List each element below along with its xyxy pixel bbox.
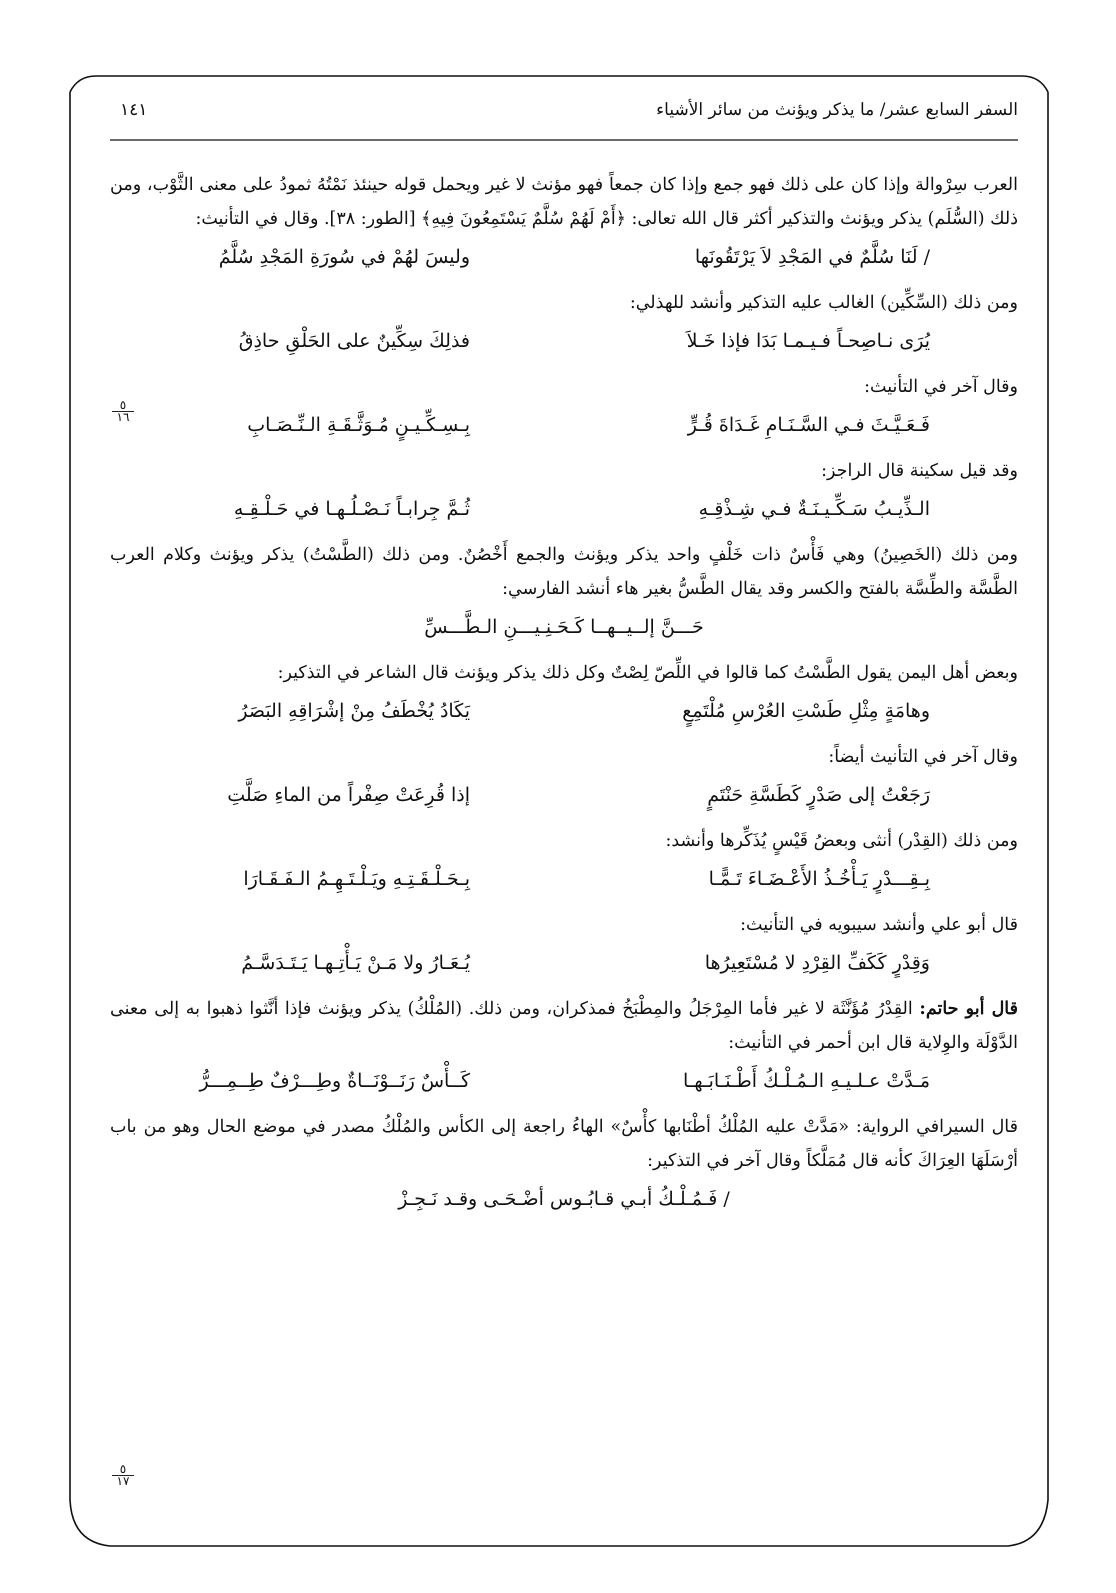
verse-hemistich: يُـعَـارُ ولا مَـنْ يَـأْتِـهـا يَـتَـدَسَّـمُ [241,952,470,974]
margin-folio-note [112,400,134,423]
verse-line [110,778,1018,824]
verse-line [110,610,1018,656]
paragraph-text: القِدْرُ مُؤَنَّثَة لا غير فأما المِرْجَلُ والمِطْبَخُ فمذكران، ومن ذلك. (المُلْكُ) يذكر ويؤنث فإذا أنَّثوا ذهبوا به إلى معنى الدَّوْلَة والوِلاية قال ابن أحمر في التأنيث: [110,999,1018,1053]
margin-note-numerator: ٥ [112,400,134,412]
paragraph: وبعض أهل اليمن يقول الطَّسْتُ كما قالوا في اللِّصّ لِصْتٌ وكل ذلك يذكر ويؤنث قال الشاعر في التذكير: [277,663,1018,683]
verse-line [110,1182,1018,1228]
verse-hemistich: / فَـمُـلْـكُ أبـي قـابُـوس أضْـحَـى وقـد نَـجِـزْ [398,1188,730,1210]
margin-note-denominator: ١٦ [116,410,130,424]
paragraph: قال أبو علي وأنشد سيبويه في التأنيث: [740,915,1018,935]
verse-hemistich: وليسَ لهُمْ في سُورَةِ المَجْدِ سُلَّمُ [218,246,470,268]
verse-hemistich: بِـقِـــدْرٍ يَـأْخُـذُ الأَعْـضَـاءَ تَـمًّـا [708,868,930,890]
verse-line [110,408,1018,454]
paragraph: وقال آخر في التأنيث أيضاً: [828,747,1018,767]
paragraph: العرب سِرْوالة وإذا كان على ذلك فهو جمع وإذا كان جمعاً فهو مؤنث لا غير ويحمل قوله حينئذ نَمْتُهُ ثمودُ على معنى الثَّوْب، ومن ذلك (السُّلَم) يذكر ويؤنث والتذكير أكثر قال الله تعالى: ﴿أَمْ لَهُمْ سُلَّمٌ يَسْتَمِعُونَ فِيهِ﴾ [الطور: ٣٨]. وقال في التأنيث: [110,175,1018,229]
page-header [110,100,1018,128]
paragraph: ومن ذلك (القِدْر) أنثى وبعضُ قَيْسٍ يُذَكِّرها وأنشد: [665,831,1018,851]
verse-hemistich: فذلِكَ سِكِّينٌ على الحَلْقِ حاذِقُ [238,330,470,352]
margin-note-denominator: ١٧ [116,1474,130,1488]
paragraph: وقد قيل سكينة قال الراجز: [821,461,1018,481]
page-number: ١٤١ [120,100,148,120]
verse-line [110,492,1018,538]
verse-line [110,862,1018,908]
margin-folio-note [112,1464,134,1487]
paragraph: وقال آخر في التأنيث: [864,377,1018,397]
verse-hemistich: وَقِدْرٍ كَكَفِّ القِرْدِ لا مُسْتَعِيرُها [704,952,930,974]
page-body [110,168,1018,1228]
verse-hemistich: كَــأْسٌ رَنَــوْنَــاةٌ وطِـــرْفٌ طِــمِـــرُّ [199,1070,470,1092]
paragraph: ومن ذلك (الخَصِينُ) وهي فَأْسٌ ذات خَلْفٍ واحد يذكر ويؤنث والجمع أَخْصُنٌ. ومن ذلك (الطَّسْتُ) يذكر ويؤنث وكلام العرب الطَّسَّة والطِّسَّة بالفتح والكسر وقد يقال الطَّسُّ بغير هاء أنشد الفارسي: [110,545,1018,599]
verse-line [110,946,1018,992]
speaker-name: قال أبو حاتم: [919,999,1018,1019]
verse-hemistich: ثُـمَّ جِرابـاً نَـصْـلُـهـا في حَـلْـقِـهِ [233,498,470,520]
verse-hemistich: / لَنَا سُلَّمٌ في المَجْدِ لاَ يَرْتَقُونَها [694,246,930,268]
verse-hemistich: إذا قُرِعَتْ صِفْراً من الماءِ صَلَّتِ [227,784,470,806]
paragraph: ومن ذلك (السِّكِّين) الغالب عليه التذكير وأنشد للهذلي: [629,293,1018,313]
verse-line [110,1064,1018,1110]
running-title: السفر السابع عشر/ ما يذكر ويؤنث من سائر الأشياء [656,100,1018,120]
verse-hemistich: بِـحَـلْـقَـتِـهِ ويَـلْـتَـهِـمُ الـفَـقَـارَا [243,868,470,890]
verse-line [110,240,1018,286]
verse-hemistich: بِـسِـكِّـيـنٍ مُـوَثَّـقَـةِ الـنِّـصَـابِ [247,414,470,436]
verse-hemistich: يُرَى نـاصِحـاً فـيـمـا بَدَا فإذا خَـلاَ [686,330,930,352]
verse-hemistich: رَجَعْتُ إلى صَدْرٍ كَطَسَّةِ حَنْتَمٍ [707,784,930,806]
paragraph: قال السيرافي الرواية: «مَدَّتْ عليه المُلْكُ أطْنَابها كأْسٌ» الهاءُ راجعة إلى الكأس والمُلْكُ مصدر في موضع الحال وهو من باب أرْسَلَهَا العِرَاكَ كأنه قال مُمَلَّكاً وقال آخر في التذكير: [110,1117,1018,1171]
paragraph [110,992,1018,1060]
verse-hemistich: مَـدَّتْ عـلـيـهِ الـمُـلْـكُ أَطْـنَـابَـهـا [682,1070,930,1092]
verse-hemistich: وهامَةٍ مِثْلِ طَسْتِ العُرْسِ مُلْتَمِعٍ [682,700,930,722]
verse-hemistich: حَـــنَّ إلــيــهــا كَـحَـنِـيـــنِ الـطَّـــسِّ [424,616,704,638]
verse-hemistich: يَكَادُ يُخْطَفُ مِنْ إشْرَاقِهِ البَصَرُ [238,700,470,722]
margin-note-numerator: ٥ [112,1464,134,1476]
verse-line [110,694,1018,740]
verse-line [110,324,1018,370]
verse-hemistich: فَـعَـيَّـثَ فـي السَّـنَـامِ غَـدَاةَ قُـرٍّ [687,414,930,436]
verse-hemistich: الـذِّيـبُ سَـكِّـيـنَـةٌ فـي شِـذْقِـهِ [698,498,930,520]
